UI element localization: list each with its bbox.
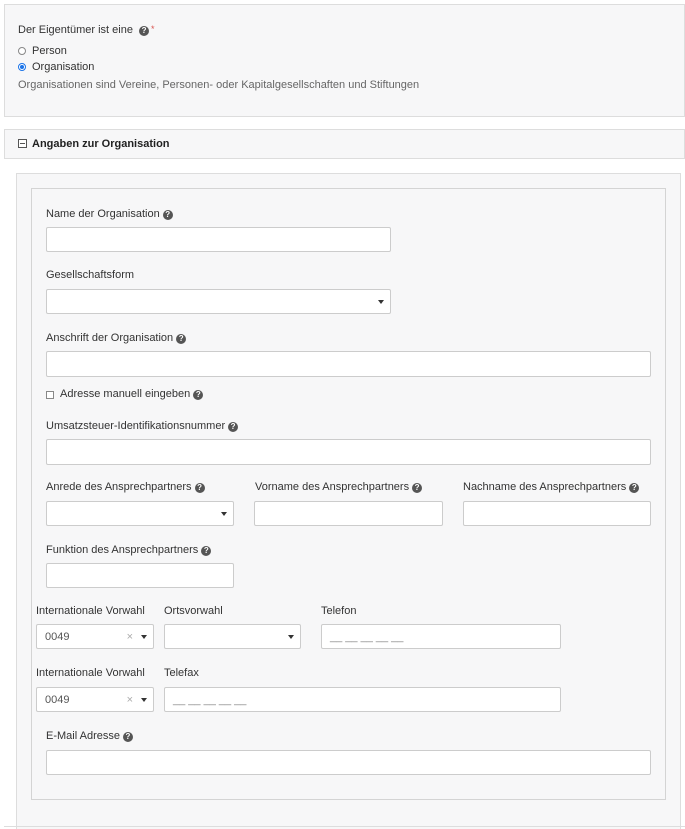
vat-label [46, 420, 238, 432]
fax-placeholder: __ __ __ __ __ [173, 693, 247, 706]
chevron-down-icon[interactable] [141, 635, 147, 639]
fax-input[interactable] [164, 687, 561, 712]
intl-code-value: 0049 [45, 630, 70, 643]
contact-firstname-label-text: Vorname des Ansprechpartners [255, 481, 410, 493]
email-input[interactable] [46, 750, 651, 775]
phone-label: Telefon [321, 605, 357, 617]
fax-label: Telefax [164, 667, 199, 679]
chevron-down-icon[interactable] [141, 698, 147, 702]
help-icon[interactable]: ? [195, 483, 205, 493]
radio-organisation[interactable] [18, 63, 26, 71]
help-icon[interactable]: ? [193, 390, 203, 400]
address-label-text: Anschrift der Organisation [46, 332, 174, 344]
email-label [46, 730, 133, 742]
fax-intl-code-select[interactable] [36, 687, 154, 712]
org-name-input[interactable] [46, 227, 391, 252]
address-input[interactable] [46, 351, 651, 377]
help-icon[interactable]: ? [163, 210, 173, 220]
radio-organisation-label[interactable]: Organisation [32, 61, 95, 73]
email-label-text: E-Mail Adresse [46, 730, 120, 742]
area-code-select[interactable] [164, 624, 301, 649]
radio-person-label[interactable]: Person [32, 45, 67, 57]
collapse-icon[interactable] [18, 139, 27, 148]
phone-input[interactable] [321, 624, 561, 649]
divider [4, 826, 685, 827]
contact-function-input[interactable] [46, 563, 234, 588]
fax-intl-code-value: 0049 [45, 693, 70, 706]
company-form-select[interactable] [46, 289, 391, 314]
contact-function-label [46, 544, 211, 556]
contact-salutation-label-text: Anrede des Ansprechpartners [46, 481, 192, 493]
fax-intl-code-label: Internationale Vorwahl [36, 667, 145, 679]
owner-type-panel [4, 4, 685, 117]
section-header-organisation[interactable] [4, 129, 685, 159]
phone-placeholder: __ __ __ __ __ [330, 630, 404, 643]
help-icon[interactable]: ? [176, 334, 186, 344]
contact-firstname-input[interactable] [254, 501, 443, 526]
contact-firstname-label [255, 481, 422, 493]
contact-lastname-label [463, 481, 639, 493]
address-label [46, 332, 186, 344]
area-code-label: Ortsvorwahl [164, 605, 223, 617]
chevron-down-icon[interactable] [288, 635, 294, 639]
help-icon[interactable]: ? [412, 483, 422, 493]
help-icon[interactable]: ? [629, 483, 639, 493]
chevron-down-icon[interactable] [221, 512, 227, 516]
contact-salutation-select[interactable] [46, 501, 234, 526]
company-form-label: Gesellschaftsform [46, 269, 135, 281]
manual-address-label-text[interactable]: Adresse manuell eingeben [60, 388, 191, 400]
clear-icon[interactable]: × [126, 630, 133, 643]
owner-type-label-text: Der Eigentümer ist eine [18, 24, 133, 36]
chevron-down-icon[interactable] [378, 300, 384, 304]
contact-function-label-text: Funktion des Ansprechpartners [46, 544, 199, 556]
help-icon[interactable]: ? [139, 26, 149, 36]
owner-type-note: Organisationen sind Vereine, Personen- oder Kapitalgesellschaften und Stiftungen [18, 79, 420, 91]
contact-salutation-label [46, 481, 205, 493]
intl-code-select[interactable] [36, 624, 154, 649]
radio-option-person[interactable] [18, 45, 67, 57]
clear-icon[interactable]: × [126, 693, 133, 706]
owner-type-label [18, 24, 155, 36]
manual-address-checkbox[interactable] [46, 391, 54, 399]
contact-lastname-input[interactable] [463, 501, 651, 526]
contact-lastname-label-text: Nachname des Ansprechpartners [463, 481, 627, 493]
radio-person[interactable] [18, 47, 26, 55]
help-icon[interactable]: ? [228, 422, 238, 432]
vat-input[interactable] [46, 439, 651, 465]
help-icon[interactable]: ? [201, 546, 211, 556]
intl-code-label: Internationale Vorwahl [36, 605, 145, 617]
org-name-label [46, 208, 173, 220]
manual-address-label[interactable] [60, 388, 203, 400]
org-name-label-text: Name der Organisation [46, 208, 160, 220]
radio-option-organisation[interactable] [18, 61, 94, 73]
vat-label-text: Umsatzsteuer-Identifikationsnummer [46, 420, 226, 432]
section-title[interactable]: Angaben zur Organisation [32, 138, 170, 150]
help-icon[interactable]: ? [123, 732, 133, 742]
required-mark: * [151, 24, 155, 34]
